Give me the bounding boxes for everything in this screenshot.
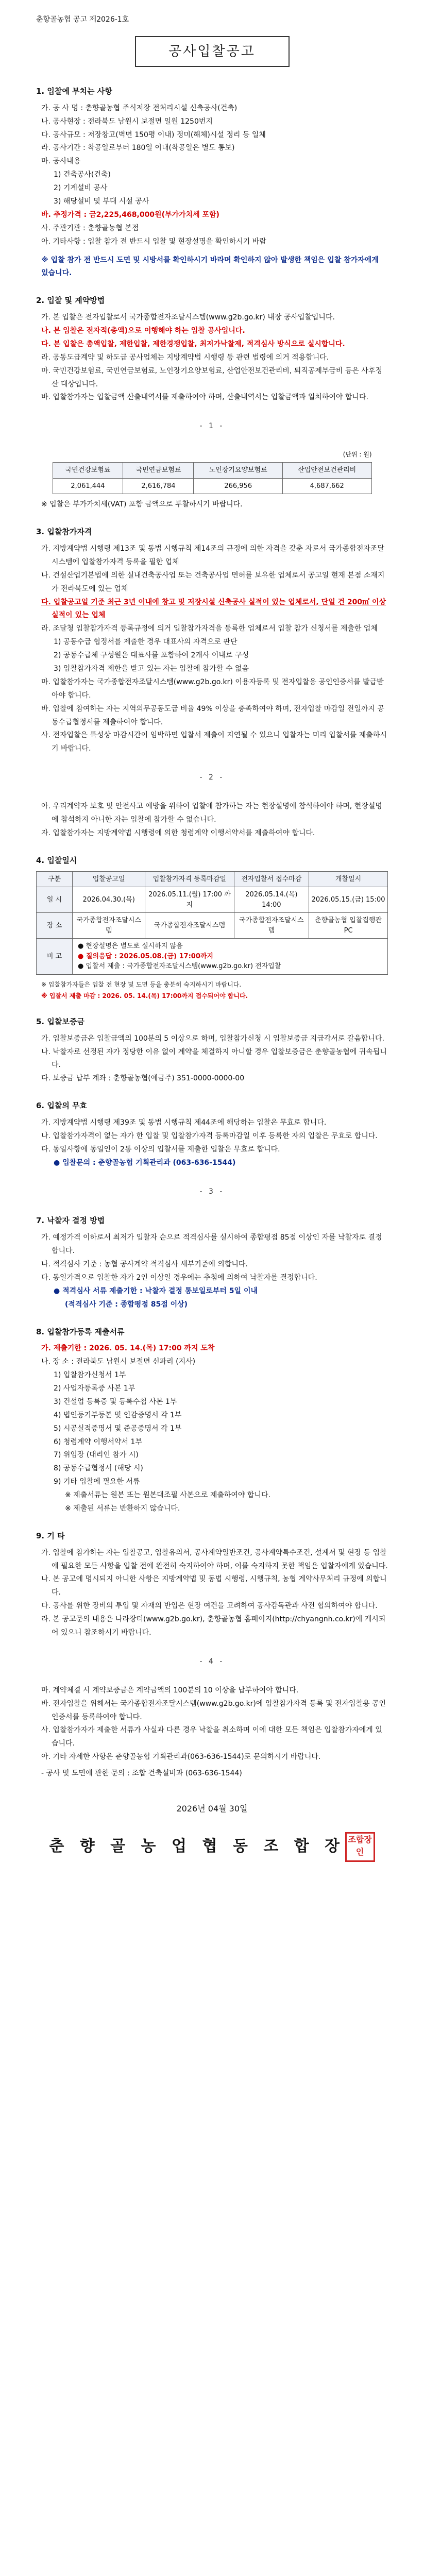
sec8-doc-item: 3) 건설업 등록증 및 등록수첩 사본 1부 bbox=[54, 1397, 177, 1406]
sec1-item: 사. 주관기관 : 춘향골농협 본점 bbox=[41, 224, 139, 232]
sec8-doc-item: 6) 청렴계약 이행서약서 1부 bbox=[54, 1437, 142, 1446]
price-table-note: ※ 입찰은 부가가치세(VAT) 포함 금액으로 투찰하시기 바랍니다. bbox=[41, 500, 243, 509]
page-number: - 3 - bbox=[199, 1187, 225, 1196]
schedule-header: 구분 bbox=[37, 871, 73, 887]
section-1 bbox=[36, 84, 388, 280]
sec3-sub-item: 3) 입찰참가자격 제한을 받고 있는 자는 입찰에 참가할 수 없음 bbox=[54, 665, 249, 673]
sec1-content-item: 2) 기계설비 공사 bbox=[54, 184, 108, 193]
schedule-remarks bbox=[73, 939, 388, 975]
sec2-item: 라. 공동도급계약 및 하도급 공사업체는 지방계약법 시행령 등 관련 법령에 의거 적용합니다. bbox=[41, 353, 329, 362]
page-number: - 1 - bbox=[199, 422, 225, 431]
schedule-cell: 2026.05.14.(목) 14:00 bbox=[234, 887, 309, 913]
sec6-item: 나. 입찰참가자격이 없는 자가 한 입찰 및 입찰참가자격 등록마감일 이후 등록한 자의 입찰은 무효로 합니다. bbox=[41, 1131, 378, 1140]
schedule-cell: 2026.05.15.(금) 15:00 bbox=[309, 887, 388, 913]
sec8-doc-item: 9) 기타 입찰에 필요한 서류 bbox=[54, 1478, 140, 1486]
notice-title: 공사입찰공고 bbox=[135, 36, 290, 67]
sec1-content-item: 1) 건축공사(건축) bbox=[54, 171, 111, 179]
sec1-item: 나. 공사현장 : 전라북도 남원시 보절면 일원 1250번지 bbox=[41, 117, 213, 126]
issuer-text: 춘 향 골 농 업 협 동 조 합 장 bbox=[49, 1837, 345, 1855]
sec4-note: ※ 입찰참가자들은 입찰 전 현장 및 도면 등을 충분히 숙지하시기 바랍니다. bbox=[41, 980, 242, 988]
schedule-cell: 춘향골농협 입찰집행관 PC bbox=[309, 913, 388, 939]
notice-number: 춘향골농협 공고 제2026-1호 bbox=[36, 15, 129, 24]
schedule-header: 개찰일시 bbox=[309, 871, 388, 887]
sec5-item: 다. 보증금 납부 계좌 : 춘향골농협(예금주) 351-0000-0000-00 bbox=[41, 1074, 245, 1083]
sec1-estimated-price: 바. 추정가격 : 금2,225,468,000원(부가가치세 포함) bbox=[41, 210, 219, 219]
notice-date: 2026년 04월 30일 bbox=[176, 1804, 248, 1814]
sec9-item: 가. 입찰에 참가하는 자는 입찰공고, 입찰유의서, 공사계약일반조건, 공사계약특수조건, 설계서 및 현장 등 입찰에 필요한 모든 사항을 입찰 전에 완전히 숙지하여야 하며, 이를 숙지하지 못한 책임은 입찰자에게 있습니다. bbox=[41, 1548, 388, 1570]
sec3-sub-item: 2) 공동수급체 구성원은 대표사를 포함하여 2개사 이내로 구성 bbox=[54, 651, 249, 660]
schedule-header: 전자입찰서 접수마감 bbox=[234, 871, 309, 887]
price-value: 2,616,784 bbox=[123, 478, 194, 494]
section-3 bbox=[36, 525, 388, 756]
sec5-item: 가. 입찰보증금은 입찰금액의 100분의 5 이상으로 하며, 입찰참가신청 시 입찰보증금 지급각서로 갈음합니다. bbox=[41, 1034, 384, 1043]
section-3-title: 3. 입찰참가자격 bbox=[36, 527, 92, 537]
schedule-cell: 2026.04.30.(목) bbox=[73, 887, 145, 913]
section-3-continued bbox=[36, 800, 388, 840]
schedule-header: 입찰참가자격 등록마감일 bbox=[145, 871, 234, 887]
sec6-contact: ● 입찰문의 : 춘향골농협 기획관리과 (063-636-1544) bbox=[54, 1158, 236, 1167]
section-4 bbox=[36, 854, 388, 1002]
page-number: - 4 - bbox=[199, 1657, 225, 1666]
section-7-title: 7. 낙찰자 결정 방법 bbox=[36, 1216, 105, 1226]
price-value: 4,687,662 bbox=[282, 478, 371, 494]
sec8-doc-item: 8) 공동수급협정서 (해당 시) bbox=[54, 1464, 143, 1473]
section-8-title: 8. 입찰참가등록 제출서류 bbox=[36, 1327, 125, 1336]
sec7-item: 나. 적격심사 기준 : 농협 공사계약 적격심사 세부기준에 의합니다. bbox=[41, 1260, 248, 1268]
sec9-item: 사. 입찰참가자가 제출한 서류가 사실과 다른 경우 낙찰을 취소하며 이에 대한 모든 책임은 입찰참가자에게 있습니다. bbox=[41, 1726, 382, 1748]
sec8-address: 나. 장 소 : 전라북도 남원시 보절면 신파리 (지사) bbox=[41, 1358, 196, 1366]
schedule-row-label: 장 소 bbox=[37, 913, 73, 939]
price-value: 266,956 bbox=[194, 478, 283, 494]
sec3-item: 사. 전자입찰은 특성상 마감시간이 임박하면 입찰서 제출이 지연될 수 있으니 입찰자는 미리 입찰서를 제출하시기 바랍니다. bbox=[41, 731, 387, 753]
sec5-item: 나. 낙찰자로 선정된 자가 정당한 이유 없이 계약을 체결하지 아니할 경우 입찰보증금은 춘향골농협에 귀속됩니다. bbox=[41, 1047, 387, 1070]
page-number: - 2 - bbox=[199, 773, 225, 782]
price-header: 노인장기요양보험료 bbox=[194, 463, 283, 479]
sec8-doc-item: 1) 입찰참가신청서 1부 bbox=[54, 1371, 126, 1380]
sec1-content-item: 3) 해당설비 및 부대 시설 공사 bbox=[54, 197, 149, 206]
sec1-item: 가. 공 사 명 : 춘향골농협 주식저장 전처리시설 신축공사(건축) bbox=[41, 104, 238, 112]
sec6-item: 가. 지방계약법 시행령 제39조 및 동법 시행규칙 제44조에 해당하는 입찰은 무효로 합니다. bbox=[41, 1118, 327, 1127]
schedule-cell: 2026.05.11.(월) 17:00 까지 bbox=[145, 887, 234, 913]
section-8 bbox=[36, 1325, 388, 1516]
schedule-header: 입찰공고일 bbox=[73, 871, 145, 887]
sec9-item: 나. 본 공고에 명시되지 아니한 사항은 지방계약법 및 동법 시행령, 시행규칙, 농협 계약사무처리 규정에 의합니다. bbox=[41, 1575, 387, 1597]
schedule-cell: 국가종합전자조달시스템 bbox=[73, 913, 145, 939]
section-5-title: 5. 입찰보증금 bbox=[36, 1016, 84, 1026]
sec9-item: 마. 계약체결 시 계약보증금은 계약금액의 100분의 10 이상을 납부하여야 합니다. bbox=[41, 1686, 299, 1694]
price-header: 산업안전보건관리비 bbox=[282, 463, 371, 479]
sec1-item: 마. 공사내용 bbox=[41, 157, 81, 166]
sec7-highlight: (적격심사 기준 : 종합평점 85점 이상) bbox=[65, 1300, 188, 1309]
sec8-doc-item: 5) 시공실적증명서 및 준공증명서 각 1부 bbox=[54, 1424, 182, 1433]
sec9-item: 바. 전자입찰을 위해서는 국가종합전자조달시스템(www.g2b.go.kr)에 입찰참가자격 등록 및 전자입찰용 공인인증서를 등록하여야 합니다. bbox=[41, 1699, 386, 1721]
sec9-item: 아. 기타 자세한 사항은 춘향골농협 기획관리과(063-636-1544)로 문의하시기 바랍니다. bbox=[41, 1753, 321, 1761]
sec3-sub-item: 1) 공동수급 협정서를 제출한 경우 대표사의 자격으로 판단 bbox=[54, 638, 238, 647]
schedule-table bbox=[36, 871, 388, 975]
schedule-remark: ● 질의응답 : 2026.05.08.(금) 17:00까지 bbox=[78, 952, 213, 960]
sec8-doc-item: 4) 법인등기부등본 및 인감증명서 각 1부 bbox=[54, 1411, 182, 1419]
section-9-continued bbox=[36, 1684, 388, 1781]
sec7-highlight: ● 적격심사 서류 제출기한 : 낙찰자 결정 통보일로부터 5일 이내 bbox=[54, 1286, 258, 1295]
section-1-title: 1. 입찰에 부치는 사항 bbox=[36, 86, 112, 96]
sec3-item: 라. 조달청 입찰참가자격 등록규정에 의거 입찰참가자격을 등록한 업체로서 입찰 참가 신청서를 제출한 업체 bbox=[41, 624, 378, 633]
schedule-remark: ● 현장설명은 별도로 실시하지 않음 bbox=[78, 942, 183, 951]
sec2-item: 가. 본 입찰은 전자입찰로서 국가종합전자조달시스템(www.g2b.go.kr) 내장 공사입찰입니다. bbox=[41, 313, 335, 322]
price-header: 국민연금보험료 bbox=[123, 463, 194, 479]
sec8-note: ※ 제출된 서류는 반환하지 않습니다. bbox=[65, 1504, 180, 1513]
price-value: 2,061,444 bbox=[53, 478, 123, 494]
sec2-item: 바. 입찰참가자는 입찰금액 산출내역서를 제출하여야 하며, 산출내역서는 입찰금액과 일치하여야 합니다. bbox=[41, 393, 368, 402]
section-4-title: 4. 입찰일시 bbox=[36, 855, 77, 865]
sec1-note: ※ 입찰 참가 전 반드시 도면 및 시방서를 확인하시기 바라며 확인하지 않아 발생한 책임은 입찰 참가자에게 있습니다. bbox=[41, 256, 379, 278]
sec3-item: 가. 지방계약법 시행령 제13조 및 동법 시행규칙 제14조의 규정에 의한 자격을 갖춘 자로서 국가종합전자조달시스템에 입찰참가자격 등록을 필한 업체 bbox=[41, 545, 384, 566]
sec1-item: 아. 기타사항 : 입찰 참가 전 반드시 입찰 및 현장설명을 확인하시기 바람 bbox=[41, 237, 266, 246]
section-2 bbox=[36, 294, 388, 404]
sec7-item: 다. 동일가격으로 입찰한 자가 2인 이상일 경우에는 추첨에 의하여 낙찰자를 결정합니다. bbox=[41, 1273, 317, 1282]
sec3-cont-item: 자. 입찰참가자는 지방계약법 시행령에 의한 청렴계약 이행서약서를 제출하여야 합니다. bbox=[41, 828, 315, 837]
sec9-item: 라. 본 공고문의 내용은 나라장터(www.g2b.go.kr), 춘향골농협 홈페이지(http://chyangnh.co.kr)에 게시되어 있으니 참조하시기 바랍니다. bbox=[41, 1615, 386, 1637]
section-6-title: 6. 입찰의 무효 bbox=[36, 1101, 88, 1111]
sec6-item: 다. 동일사항에 동일인이 2통 이상의 입찰서를 제출한 입찰은 무효로 합니다. bbox=[41, 1145, 280, 1154]
sec2-item: 마. 국민건강보험료, 국민연금보험료, 노인장기요양보험료, 산업안전보건관리비, 퇴직공제부금비 등은 사후정산 대상입니다. bbox=[41, 366, 382, 388]
sec9-contact: - 공사 및 도면에 관한 문의 : 조합 건축설비과 (063-636-1544) bbox=[41, 1769, 242, 1778]
section-6 bbox=[36, 1099, 388, 1170]
sec8-doc-item: 2) 사업자등록증 사본 1부 bbox=[54, 1384, 135, 1393]
sec1-item: 다. 공사규모 : 저장창고(벽면 150평 이내) 정미(해체)시설 정리 등 일체 bbox=[41, 130, 266, 139]
price-table-unit: (단위 : 원) bbox=[343, 451, 372, 459]
section-9 bbox=[36, 1529, 388, 1640]
section-5 bbox=[36, 1015, 388, 1086]
sec8-doc-item: 7) 위임장 (대리인 참가 시) bbox=[54, 1451, 139, 1460]
section-7 bbox=[36, 1214, 388, 1311]
issuer-name bbox=[36, 1832, 388, 1862]
price-table bbox=[53, 462, 372, 494]
sec2-item: 다. 본 입찰은 총액입찰, 제한입찰, 제한경쟁입찰, 최저가낙찰제, 적격심사 방식으로 실시합니다. bbox=[41, 340, 345, 348]
sec3-cont-item: 아. 우리계약자 보호 및 안전사고 예방을 위하여 입찰에 참가하는 자는 현장설명에 참석하여야 하며, 현장설명에 참석하지 아니한 자는 입찰에 참가할 수 없습니다. bbox=[41, 802, 382, 824]
section-2-title: 2. 입찰 및 계약방법 bbox=[36, 296, 105, 306]
price-table-section bbox=[36, 449, 388, 512]
sec2-item: 나. 본 입찰은 전자적(총액)으로 이행해야 하는 입찰 공사입니다. bbox=[41, 326, 245, 335]
official-seal-icon: 조합장인 bbox=[345, 1832, 375, 1862]
section-9-title: 9. 기 타 bbox=[36, 1531, 65, 1540]
sec3-item: 마. 입찰참가자는 국가종합전자조달시스템(www.g2b.go.kr) 이용자등록 및 전자입찰용 공인인증서를 발급받아야 합니다. bbox=[41, 677, 384, 700]
sec3-item: 나. 건설산업기본법에 의한 실내건축공사업 또는 건축공사업 면허를 보유한 업체로서 공고일 현재 본점 소재지가 전라북도에 있는 업체 bbox=[41, 571, 385, 593]
sec3-item: 바. 입찰에 참여하는 자는 지역의무공동도급 비율 49% 이상을 충족하여야 하며, 전자입찰 마감일 전일까지 공동수급협정서를 제출하여야 합니다. bbox=[41, 704, 384, 726]
sec8-note: ※ 제출서류는 원본 또는 원본대조필 사본으로 제출하여야 합니다. bbox=[65, 1491, 270, 1500]
sec1-item: 라. 공사기간 : 착공일로부터 180일 이내(착공일은 별도 통보) bbox=[41, 144, 235, 152]
sec8-deadline: 가. 제출기한 : 2026. 05. 14.(목) 17:00 까지 도착 bbox=[41, 1344, 215, 1353]
schedule-row-label: 일 시 bbox=[37, 887, 73, 913]
schedule-remark-label: 비 고 bbox=[37, 939, 73, 975]
schedule-remark: ● 입찰서 제출 : 국가종합전자조달시스템(www.g2b.go.kr) 전자입찰 bbox=[78, 962, 281, 971]
sec3-item: 다. 입찰공고일 기준 최근 3년 이내에 창고 및 저장시설 신축공사 실적이 있는 업체로서, 단일 건 200㎡ 이상 실적이 있는 업체 bbox=[41, 598, 386, 620]
price-header: 국민건강보험료 bbox=[53, 463, 123, 479]
sec9-item: 다. 공사를 위한 장비의 투입 및 자재의 반입은 현장 여건을 고려하여 공사감독관과 사전 협의하여야 합니다. bbox=[41, 1602, 378, 1611]
sec7-item: 가. 예정가격 이하로서 최저가 입찰자 순으로 적격심사를 실시하여 종합평점 85점 이상인 자를 낙찰자로 결정합니다. bbox=[41, 1233, 382, 1256]
schedule-cell: 국가종합전자조달시스템 bbox=[145, 913, 234, 939]
sec4-note: ※ 입찰서 제출 마감 : 2026. 05. 14.(목) 17:00까지 접수되어야 합니다. bbox=[41, 992, 248, 999]
schedule-cell: 국가종합전자조달시스템 bbox=[234, 913, 309, 939]
